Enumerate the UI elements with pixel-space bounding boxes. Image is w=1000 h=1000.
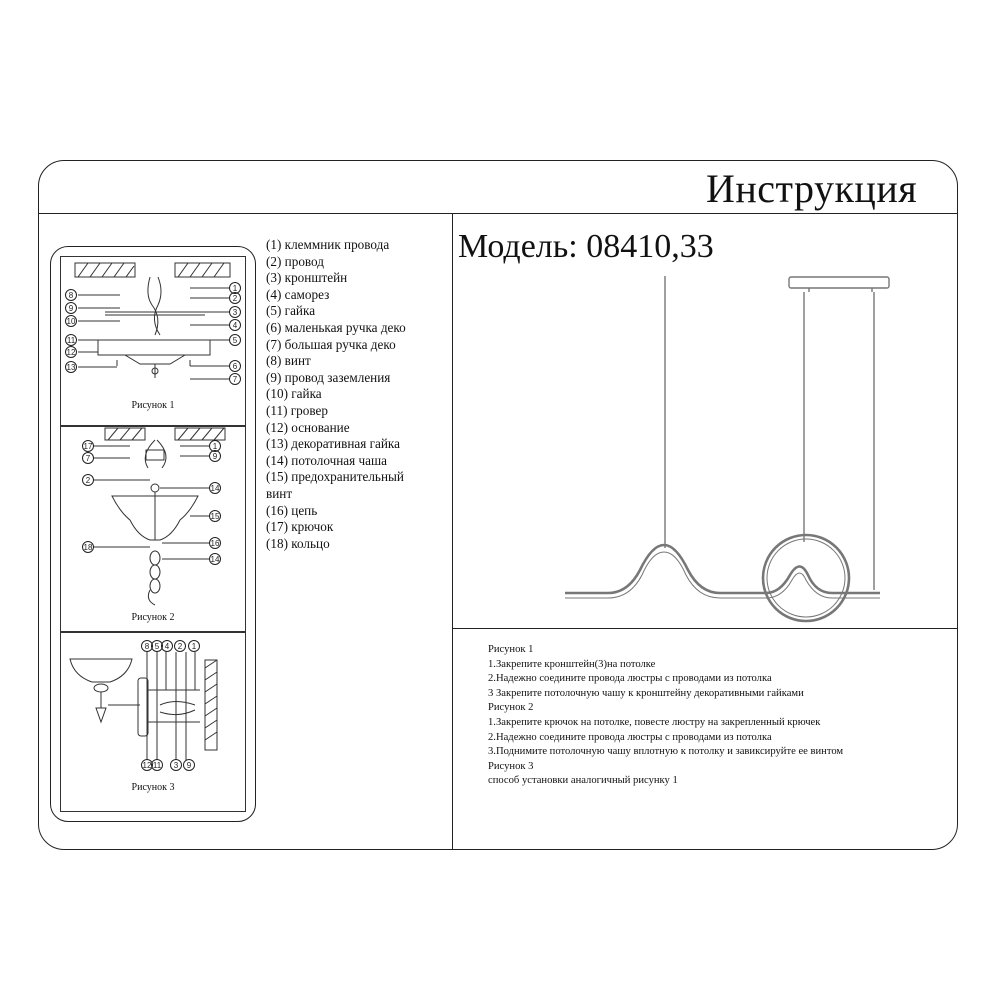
part-item: винт [266, 485, 293, 501]
fig1-label: 4 [232, 321, 238, 330]
ceiling-hatch-left [75, 263, 135, 277]
step-line: 2.Надежно соедините провода люстры с проводами из потолка [488, 673, 772, 685]
part-item: (8) винт [266, 353, 311, 369]
fig2-label: 14 [210, 555, 220, 564]
fig3-label: 3 [173, 761, 179, 770]
step-line: Рисунок 1 [488, 644, 534, 655]
step-line: Рисунок 2 [488, 702, 534, 714]
fig2-label: 2 [85, 476, 91, 485]
figure-1-sketch [75, 263, 230, 379]
part-item: (14) потолочная чаша [266, 452, 387, 468]
part-item: (2) провод [266, 253, 324, 269]
part-item: (10) гайка [266, 386, 322, 402]
part-item: (12) основание [266, 419, 350, 435]
fig1-label: 2 [232, 294, 238, 303]
fig1-label: 3 [232, 308, 238, 317]
fig1-label: 6 [232, 362, 238, 371]
fig1-label: 9 [68, 304, 74, 313]
chandelier-drawing [565, 276, 889, 621]
fig2-label: 17 [83, 442, 93, 451]
fig2-label: 1 [212, 442, 218, 451]
fig1-label: 7 [232, 375, 238, 384]
step-line: Рисунок 3 [488, 760, 534, 772]
fig3-label: 5 [154, 642, 160, 651]
fig1-label: 5 [232, 336, 238, 345]
page-title: Инструкция [706, 166, 918, 211]
part-item: (13) декоративная гайка [266, 436, 400, 452]
step-line: 3 Закрепите потолочную чашу к кронштейну декоративными гайками [488, 687, 804, 699]
figure-2-caption: Рисунок 2 [131, 612, 175, 623]
fig1-label: 8 [68, 291, 74, 300]
step-line: способ установки аналогичный рисунку 1 [488, 775, 678, 787]
step-line: 2.Надежно соедините провода люстры с проводами из потолка [488, 731, 772, 743]
part-item: (4) саморез [266, 286, 330, 302]
part-item: (6) маленькая ручка деко [266, 319, 406, 335]
fig3-label: 11 [152, 761, 162, 770]
fig1-label: 1 [232, 284, 238, 293]
fig3-label: 4 [164, 642, 170, 651]
fig2-label: 7 [85, 454, 91, 463]
fig3-label: 8 [144, 642, 150, 651]
part-item: (9) провод заземления [266, 369, 391, 385]
part-item: (18) кольцо [266, 535, 330, 551]
part-item: (11) гровер [266, 402, 328, 418]
fig1-label: 12 [66, 348, 76, 357]
fig1-label: 10 [66, 317, 76, 326]
part-item: (16) цепь [266, 502, 318, 518]
figure-3-caption: Рисунок 3 [131, 782, 175, 793]
part-item: (7) большая ручка деко [266, 336, 396, 352]
part-item: (3) кронштейн [266, 270, 348, 286]
fig3-label: 2 [177, 642, 183, 651]
fig2-label: 18 [83, 543, 93, 552]
fig2-label: 16 [210, 539, 220, 548]
figure-1-caption: Рисунок 1 [131, 400, 175, 411]
fig1-label: 11 [66, 336, 76, 345]
canopy [789, 277, 889, 288]
fig3-label: 1 [191, 642, 197, 651]
fig3-label: 9 [186, 761, 192, 770]
step-line: 1.Закрепите кронштейн(3)на потолке [488, 658, 656, 670]
fig2-label: 14 [210, 484, 220, 493]
step-line: 1.Закрепите крючок на потолке, повесте люстру на закрепленный крючек [488, 716, 821, 728]
part-item: (1) клеммник провода [266, 237, 390, 252]
figure-3-sketch [70, 652, 217, 760]
fig3-label: 12 [142, 761, 152, 770]
part-item: (5) гайка [266, 303, 316, 319]
step-line: 3.Поднимите потолочную чашу вплотную к потолку и завиксируйте ее винтом [488, 746, 844, 758]
fig2-label: 15 [210, 512, 220, 521]
figure-3-labels [142, 641, 200, 771]
fig2-label: 9 [212, 452, 218, 461]
fig1-label: 13 [66, 363, 76, 372]
model-number: Модель: 08410,33 [458, 228, 714, 265]
figure-2-labels [83, 441, 221, 565]
part-item: (15) предохранительный [266, 469, 404, 485]
figure-2-sketch [93, 428, 225, 605]
part-item: (17) крючок [266, 519, 334, 535]
